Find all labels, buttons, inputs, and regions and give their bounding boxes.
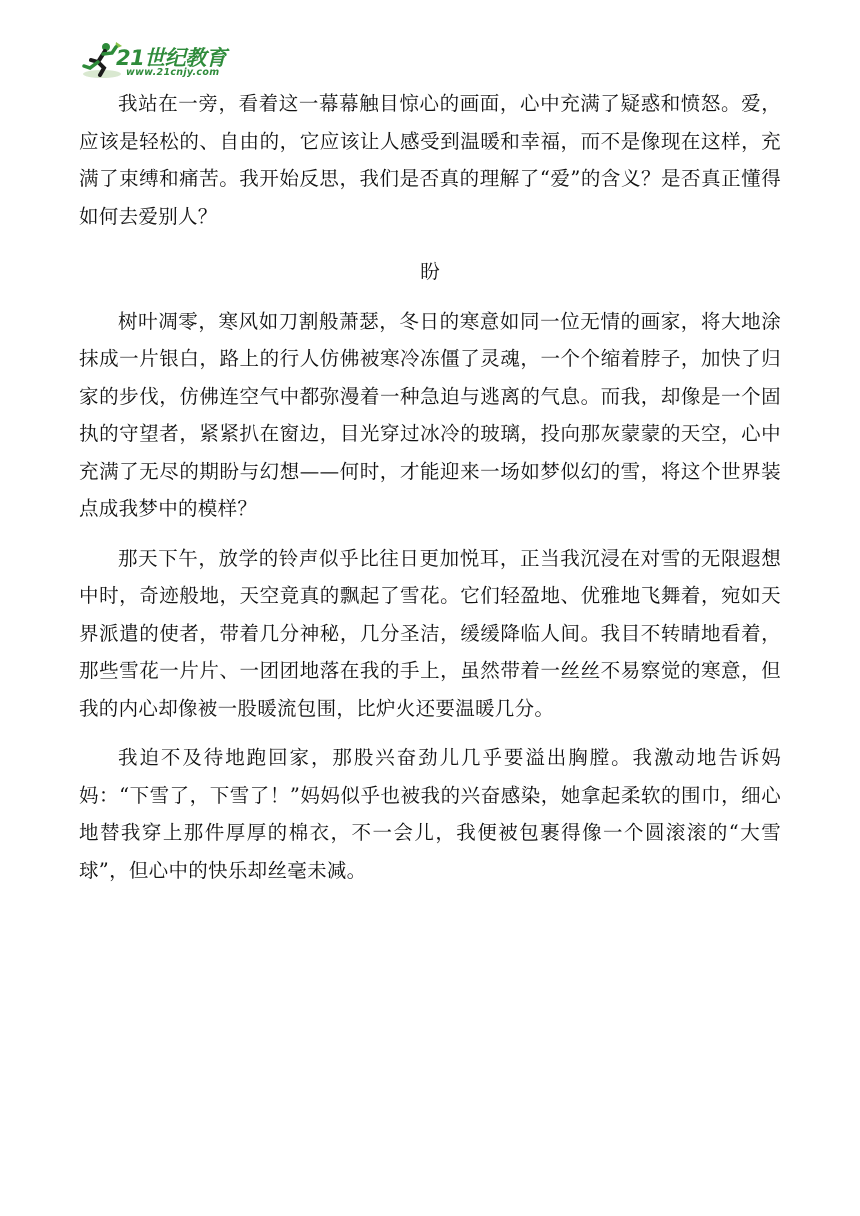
paragraph: 那天下午，放学的铃声似乎比往日更加悦耳，正当我沉浸在对雪的无限遐想中时，奇迹般地，天空竟真的飘起了雪花。它们轻盈地、优雅地飞舞着，宛如天界派遣的使者，带着几分神秘，几分圣洁，缓缓降临人间。我目不转睛地看着，那些雪花一片片、一团团地落在我的手上，虽然带着一丝丝不易察觉的寒意，但我的内心却像被一股暖流包围，比炉火还要温暖几分。 (79, 546, 781, 720)
logo-url: www.21cnjy.com (126, 67, 220, 78)
logo-title: 21世纪教育 (116, 46, 227, 70)
paragraph: 我迫不及待地跑回家，那股兴奋劲儿几乎要溢出胸膛。我激动地告诉妈妈：“下雪了，下雪了！”妈妈似乎也被我的兴奋感染，她拿起柔软的围巾，细心地替我穿上那件厚厚的棉衣，不一会儿，我便被包裹得像一个圆滚滚的“大雪球”，但心中的快乐却丝毫未减。 (79, 746, 781, 882)
document-body (79, 85, 781, 889)
paragraph: 树叶凋零，寒风如刀割般萧瑟，冬日的寒意如同一位无情的画家，将大地涂抹成一片银白，路上的行人仿佛被寒冷冻僵了灵魂，一个个缩着脖子，加快了归家的步伐，仿佛连空气中都弥漫着一种急迫与逃离的气息。而我，却像是一个固执的守望者，紧紧扒在窗边，目光穿过冰冷的玻璃，投向那灰蒙蒙的天空，心中充满了无尽的期盼与幻想——何时，才能迎来一场如梦似幻的雪，将这个世界装点成我梦中的模样？ (79, 309, 781, 520)
paragraph: 我站在一旁，看着这一幕幕触目惊心的画面，心中充满了疑惑和愤怒。爱，应该是轻松的、自由的，它应该让人感受到温暖和幸福，而不是像现在这样，充满了束缚和痛苦。我开始反思，我们是否真的理解了“爱”的含义？是否真正懂得如何去爱别人？ (79, 92, 781, 228)
site-logo (82, 40, 252, 84)
section-title: 盼 (420, 260, 440, 283)
